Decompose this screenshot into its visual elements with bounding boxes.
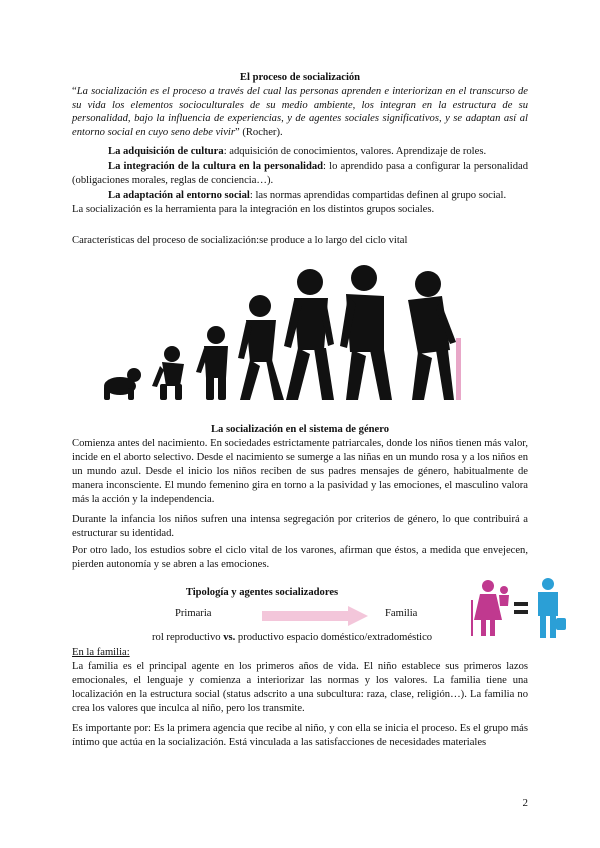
item-adaptation-text: : las normas aprendidas compartidas definen al grupo social. [249,190,507,201]
father-with-suitcase-icon [538,578,566,638]
life-cycle-silhouettes-image [100,250,472,410]
item-acquisition-title: La adquisición de cultura [108,146,224,157]
subtitle-family: En la familia: [72,647,130,658]
label-primaria: Primaria [175,608,212,619]
quote-text: La socialización es el proceso a través del cual las personas aprenden e interiorizan en el transcurso de su vida los elementos socioculturales de su medio ambiente, los integran en la estructura de su personalidad, bajo la influencia de experiencias, y de agentes sociales significativos, y se adaptan así al entorno social en cuyo seno debe vivir [72,86,528,138]
paragraph-characteristics: Características del proceso de socialización:se produce a lo largo del ciclo vital [72,235,408,246]
arrow-right-icon [262,606,368,626]
gender-paragraph-2: Durante la infancia los niños sufren una intensa segregación por criterios de género, lo que contribuirá a estructurar su identidad. [72,514,528,539]
roles-line [152,631,462,645]
mother-with-child-icon [471,580,509,636]
gender-paragraph-1: Comienza antes del nacimiento. En sociedades estrictamente patriarcales, donde los niños tienen más valor, incide en el aborto selectivo. Desde el nacimiento se sumerge a las niñas en un mundo rosa y a los niños en un mundo azul. Desde el inicio los niños reciben de sus padres mensajes de género, habitualmente de manera inconsciente. El mundo femenino gira en torno a la pasividad y las emociones, el masculino valora más la acción y la independencia. [72,438,528,505]
quote-paragraph [72,85,528,139]
family-icons-image [468,576,568,640]
item-integration-text: : lo aprendido pasa a configurar la personalidad (obligaciones morales, reglas de conciencia…). [72,161,528,186]
roles-before: rol reproductivo [152,632,224,643]
item-integration [72,160,528,188]
quote-close: ” (Rocher). [234,126,283,138]
label-familia: Familia [385,608,418,619]
roles-vs: vs. [223,632,236,643]
section-title-typology: Tipología y agentes socializadores [185,587,339,598]
item-acquisition [72,145,528,159]
family-paragraph-2: Es importante por: Es la primera agencia que recibe al niño, y con ella se inicia el proceso. Es el grupo más íntimo que actúa en la socialización. Está vinculada a las satisfacciones de necesidades materiales [72,723,528,748]
section-title-gender: La socialización en el sistema de género [210,424,390,435]
item-acquisition-text: : adquisición de conocimientos, valores. Aprendizaje de roles. [223,146,487,157]
gender-paragraph-3: Por otro lado, los estudios sobre el ciclo vital de los varones, afirman que éstos, a medida que envejecen, pierden autonomía y se abren a las emociones. [72,545,528,570]
item-adaptation-title: La adaptación al entorno social [108,190,250,201]
page-number: 2 [522,797,528,809]
family-paragraph-1: La familia es el principal agente en los primeros años de vida. El niño establece sus primeros lazos emocionales, el lenguaje y comienza a interiorizar las normas y los valores. La familia tiene una localización en la estructura social (status adscrito a una subcultura: raza, clase, religión…). La familia no crea los valores que inculca al niño, pero los transmite. [72,661,528,714]
cane-icon [456,338,461,400]
quote-open: “ [72,86,77,97]
roles-after: productivo espacio doméstico/extradoméstico [235,632,433,643]
equals-icon [514,602,528,614]
section-title-socialization: El proceso de socialización [239,72,361,83]
item-adaptation [72,189,528,203]
item-integration-title: La integración de la cultura en la personalidad [108,161,324,172]
paragraph-tool: La socialización es la herramienta para la integración en los distintos grupos sociales. [72,204,435,215]
